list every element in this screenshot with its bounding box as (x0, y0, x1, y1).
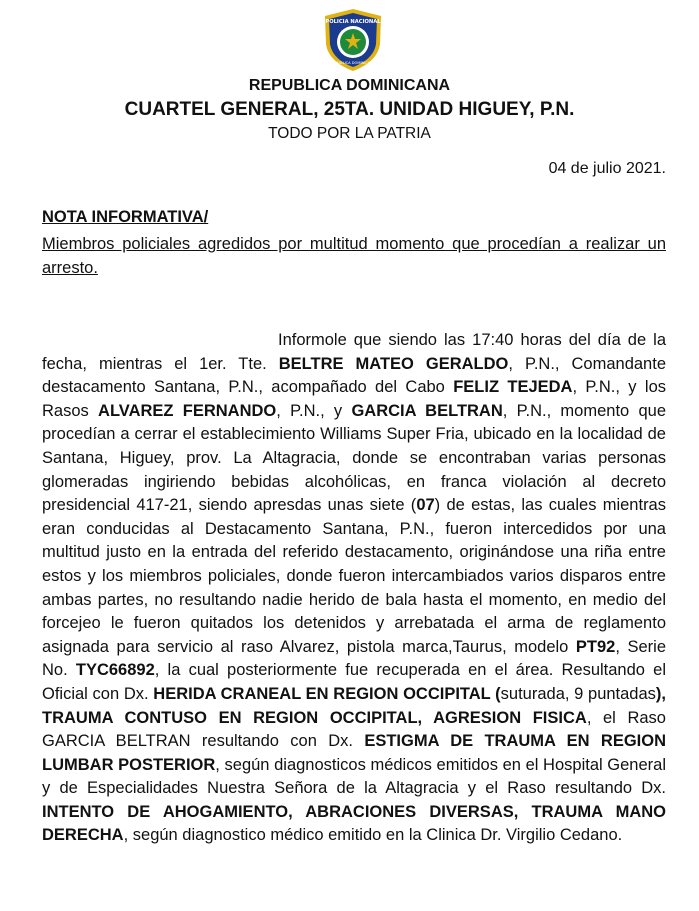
body-text: ) de estas, las cuales mientras eran conducidas al Destacamento Santana, P.N., fueron intercedidos por una multitud justo en la entrada del referido destacamento, originándose una riña entre estos y los miembros policiales, donde fueron intercambiados varios disparos entre ambas partes, no resultando nadie herido de bala hasta el momento, en medio del forcejeo le fueron quitados los detenidos y arrebatada el arma de reglamento asignada para servicio al raso Alvarez, pistola marca,Taurus, modelo (42, 496, 666, 656)
nota-subject: Miembros policiales agredidos por multitud momento que procedían a realizar un arresto. (42, 235, 666, 277)
body-text: , la cual posteriormente fue recuperada en el área. Resultando el Oficial con Dx. (42, 661, 666, 703)
body-text: , según diagnostico médico emitido en la Clinica Dr. Virgilio Cedano. (123, 826, 623, 845)
cabo-name: FELIZ TEJEDA (453, 378, 573, 397)
header-motto: TODO POR LA PATRIA (268, 125, 431, 142)
officer-name: BELTRE MATEO GERALDO (278, 354, 509, 373)
body-text: , P.N., momento que procedían a cerrar el establecimiento Williams Super Fria, ubicado en la localidad de Santana, Higuey, prov. La Altagracia, donde se encontraban varias personas glomeradas ingiriendo bebidas alcohólicas, en franca violación al decreto presidencial 417-21, siendo apresdas unas siete ( (42, 401, 667, 515)
police-badge-logo (322, 8, 384, 72)
body-text: , P.N., Comandante destacamento Santana, P.N., acompañado del Cabo (42, 354, 666, 397)
diagnosis-officer: HERIDA CRANEAL EN REGION OCCIPITAL ( (153, 684, 501, 703)
raso-name-alvarez: ALVAREZ FERNANDO (98, 401, 277, 420)
badge-text-bottom: REPUBLICA DOMINICANA (330, 61, 376, 65)
diagnosis-garcia: ESTIGMA DE TRAUMA EN REGION LUMBAR POSTERIOR (42, 732, 667, 774)
body-text: suturada, 9 puntadas (500, 684, 656, 703)
report-body (42, 329, 666, 848)
diagnosis-officer-cont: ), TRAUMA CONTUSO EN REGION OCCIPITAL, AGRESION FISICA (42, 684, 666, 727)
body-text: , según diagnosticos médicos emitidos en el Hospital General y de Especialidades Nuestra Señora de la Altagracia y el Raso resultando Dx. (42, 755, 666, 798)
body-text: Informole que siendo las 17:40 horas del día de la fecha, mientras el 1er. Tte. (42, 331, 666, 373)
document-date: 04 de julio 2021. (548, 160, 666, 177)
weapon-serial: TYC66892 (75, 661, 155, 680)
body-text: , el Raso GARCIA BELTRAN resultando con Dx. (42, 708, 666, 751)
nota-title: NOTA INFORMATIVA/ (42, 208, 209, 226)
raso-name-garcia: GARCIA BELTRAN (351, 401, 503, 420)
diagnosis-alvarez: INTENTO DE AHOGAMIENTO, ABRACIONES DIVERSAS, TRAUMA MANO DERECHA (42, 802, 666, 845)
body-text: , P.N., y (276, 401, 352, 420)
body-text: , Serie No. (42, 637, 667, 680)
shield-icon (322, 8, 384, 72)
weapon-model: PT92 (575, 637, 616, 656)
header-unit: CUARTEL GENERAL, 25TA. UNIDAD HIGUEY, P.N. (124, 99, 575, 120)
detained-count: 07 (416, 496, 435, 515)
badge-text-top: POLICIA NACIONAL (325, 19, 381, 25)
body-text: , P.N., y los Rasos (42, 378, 666, 420)
header-country: REPUBLICA DOMINICANA (248, 77, 451, 94)
